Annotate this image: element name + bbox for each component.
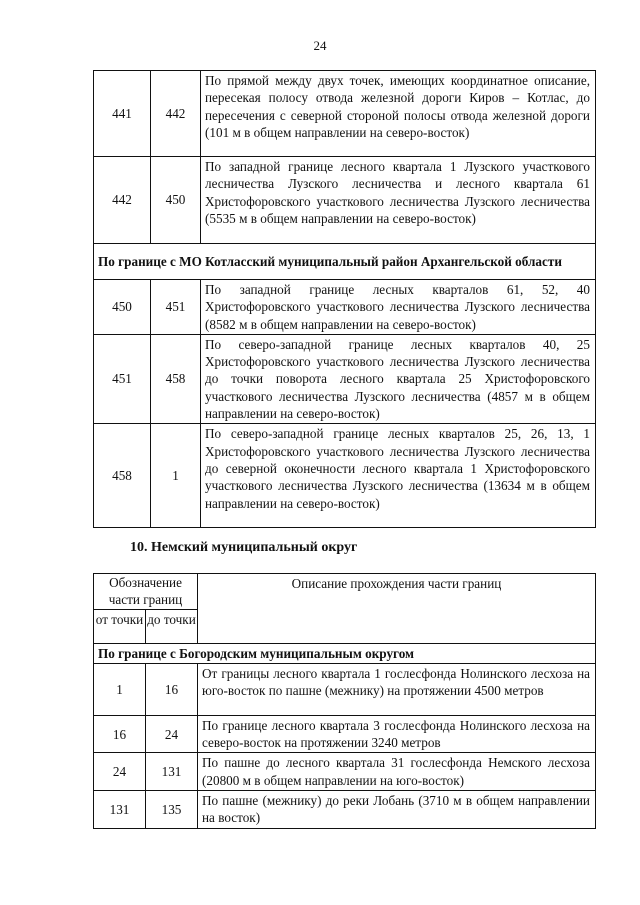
boundary-description: По прямой между двух точек, имеющих координатное описание, пересекая полосу отвода железной дороги Киров – Котлас, до пересечения с северной стороной полосы отвода железной дороги (101 м в общем направлении на северо-восток) xyxy=(201,71,596,157)
table-row xyxy=(94,715,596,753)
to-point: 451 xyxy=(151,280,201,335)
table-header-row xyxy=(94,574,596,610)
boundary-description: От границы лесного квартала 1 гослесфонда Нолинского лесхоза на юго-восток по пашне (межнику) на протяжении 4500 метров xyxy=(198,663,596,715)
section-row xyxy=(94,643,596,663)
from-header: от точки xyxy=(94,609,146,643)
table-row xyxy=(94,334,596,423)
to-point: 442 xyxy=(151,71,201,157)
to-point: 131 xyxy=(146,753,198,791)
section-heading: 10. Немский муниципальный округ xyxy=(130,540,358,555)
section-row xyxy=(94,244,596,280)
from-point: 441 xyxy=(94,71,151,157)
boundary-description: По границе лесного квартала 3 гослесфонда Нолинского лесхоза на северо-восток на протяжении 3240 метров xyxy=(198,715,596,753)
boundary-description: По пашне до лесного квартала 31 гослесфонда Немского лесхоза (20800 м в общем направлении на юго-восток) xyxy=(198,753,596,791)
to-point: 135 xyxy=(146,791,198,829)
to-header: до точки xyxy=(146,609,198,643)
boundary-description: По северо-западной границе лесных кварталов 40, 25 Христофоровского участкового лесничества Лузского лесничества до точки поворота лесного квартала 25 Христофоровского участкового лесничества Лузского лесничества (4857 м в общем направлении на северо-восток) xyxy=(201,334,596,423)
section-title: По границе с Богородским муниципальным округом xyxy=(94,643,596,663)
table-row xyxy=(94,663,596,715)
page-number: 24 xyxy=(313,38,327,53)
table-row xyxy=(94,753,596,791)
table-row xyxy=(94,791,596,829)
table-row xyxy=(94,71,596,157)
boundary-table xyxy=(93,573,596,829)
table-row xyxy=(94,157,596,244)
section-title: По границе с МО Котласский муниципальный район Архангельской области xyxy=(94,244,596,280)
from-point: 451 xyxy=(94,334,151,423)
from-point: 442 xyxy=(94,157,151,244)
from-point: 131 xyxy=(94,791,146,829)
to-point: 450 xyxy=(151,157,201,244)
table-row xyxy=(94,424,596,528)
to-point: 24 xyxy=(146,715,198,753)
from-point: 458 xyxy=(94,424,151,528)
boundary-description: По северо-западной границе лесных кварталов 25, 26, 13, 1 Христофоровского участкового лесничества Лузского лесничества до северной оконечности лесного квартала 1 Христофоровского участкового лесничества Лузского лесничества (13634 м в общем направлении на северо-восток) xyxy=(201,424,596,528)
description-header: Описание прохождения части границ xyxy=(198,574,596,644)
boundary-table-continued xyxy=(93,70,596,528)
boundary-description: По западной границе лесного квартала 1 Лузского участкового лесничества Лузского лесничества и лесного квартала 61 Христофоровского участкового лесничества Лузского лесничества (5535 м в общем направлении на северо-восток) xyxy=(201,157,596,244)
table-row xyxy=(94,280,596,335)
from-point: 24 xyxy=(94,753,146,791)
from-point: 450 xyxy=(94,280,151,335)
from-point: 16 xyxy=(94,715,146,753)
boundary-description: По западной границе лесных кварталов 61, 52, 40 Христофоровского участкового лесничества Лузского лесничества (8582 м в общем направлении на северо-восток) xyxy=(201,280,596,335)
from-point: 1 xyxy=(94,663,146,715)
to-point: 1 xyxy=(151,424,201,528)
to-point: 458 xyxy=(151,334,201,423)
boundary-description: По пашне (межнику) до реки Лобань (3710 м в общем направлении на восток) xyxy=(198,791,596,829)
to-point: 16 xyxy=(146,663,198,715)
designation-header: Обозначение части границ xyxy=(94,574,198,610)
